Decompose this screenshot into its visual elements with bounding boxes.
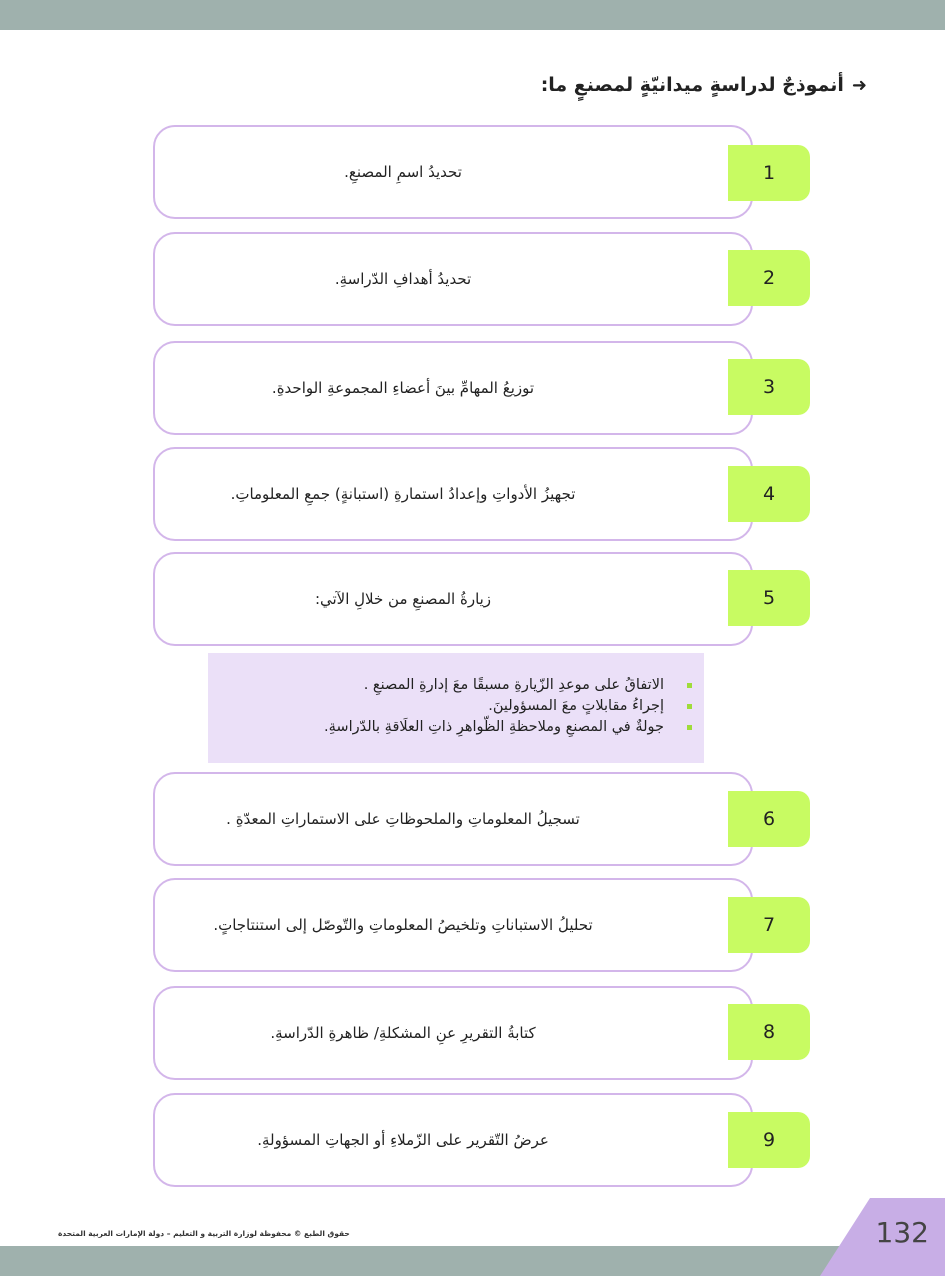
step-text: تحديدُ اسمِ المصنعِ. bbox=[344, 163, 462, 181]
step-card-6 bbox=[153, 772, 753, 866]
step-text: عرضُ التّقرير على الزّملاءِ أو الجهاتِ المسؤولةِ. bbox=[257, 1131, 549, 1149]
step-card-1 bbox=[153, 125, 753, 219]
top-bar bbox=[0, 0, 945, 30]
step-card-2 bbox=[153, 232, 753, 326]
page-number: 132 bbox=[875, 1216, 929, 1249]
step-card-4 bbox=[153, 447, 753, 541]
step-text: توزيعُ المهامِّ بينَ أعضاءِ المجموعةِ الواحدةِ. bbox=[271, 379, 535, 397]
heading-title: أنموذجٌ لدراسةٍ ميدانيّةٍ لمصنعٍ ما: bbox=[540, 74, 844, 96]
step-text: تحديدُ أهدافِ الدّراسةِ. bbox=[334, 270, 472, 288]
bottom-bar bbox=[0, 1246, 945, 1276]
step-card-7 bbox=[153, 878, 753, 972]
step-text: تجهيزُ الأدواتِ وإعدادُ استمارةِ (استبانةٍ) جمعِ المعلوماتِ. bbox=[230, 485, 576, 503]
step-number-4: 4 bbox=[728, 466, 810, 522]
visit-details-box bbox=[208, 653, 704, 763]
step-text: تسجيلُ المعلوماتِ والملحوظاتِ على الاستماراتِ المعدّةِ . bbox=[226, 810, 580, 828]
step-number-3: 3 bbox=[728, 359, 810, 415]
step-number-6: 6 bbox=[728, 791, 810, 847]
step-text: كتابةُ التقريرِ عنِ المشكلةِ/ ظاهرةِ الدّراسةِ. bbox=[270, 1024, 536, 1042]
step-card-3 bbox=[153, 341, 753, 435]
copyright-notice: حقوق الطبع © محفوظة لوزارة التربية و التعليم – دولة الإمارات العربية المتحدة bbox=[58, 1229, 350, 1238]
step-number-5: 5 bbox=[728, 570, 810, 626]
step-text: تحليلُ الاستباناتِ وتلخيصُ المعلوماتِ والتّوصّل إلى استنتاجاتٍ. bbox=[213, 916, 593, 934]
step-number-8: 8 bbox=[728, 1004, 810, 1060]
section-heading bbox=[541, 74, 867, 96]
step-number-9: 9 bbox=[728, 1112, 810, 1168]
step-card-9 bbox=[153, 1093, 753, 1187]
step-number-2: 2 bbox=[728, 250, 810, 306]
visit-details-list bbox=[228, 675, 664, 738]
arrow-icon: ➜ bbox=[851, 74, 867, 96]
step-card-5 bbox=[153, 552, 753, 646]
step-card-8 bbox=[153, 986, 753, 1080]
list-item: إجراءُ مقابلاتٍ معَ المسؤولينَ. bbox=[228, 696, 664, 717]
list-item: جولةٌ في المصنعِ وملاحظةِ الظّواهرِ ذاتِ العلَاقةِ بالدّراسةِ. bbox=[228, 717, 664, 738]
step-text: زيارةُ المصنعِ من خلالِ الآتي: bbox=[314, 590, 492, 608]
step-number-7: 7 bbox=[728, 897, 810, 953]
list-item: الاتفاقُ على موعدِ الزّيارةِ مسبقًا معَ إدارةِ المصنعِ . bbox=[228, 675, 664, 696]
step-number-1: 1 bbox=[728, 145, 810, 201]
